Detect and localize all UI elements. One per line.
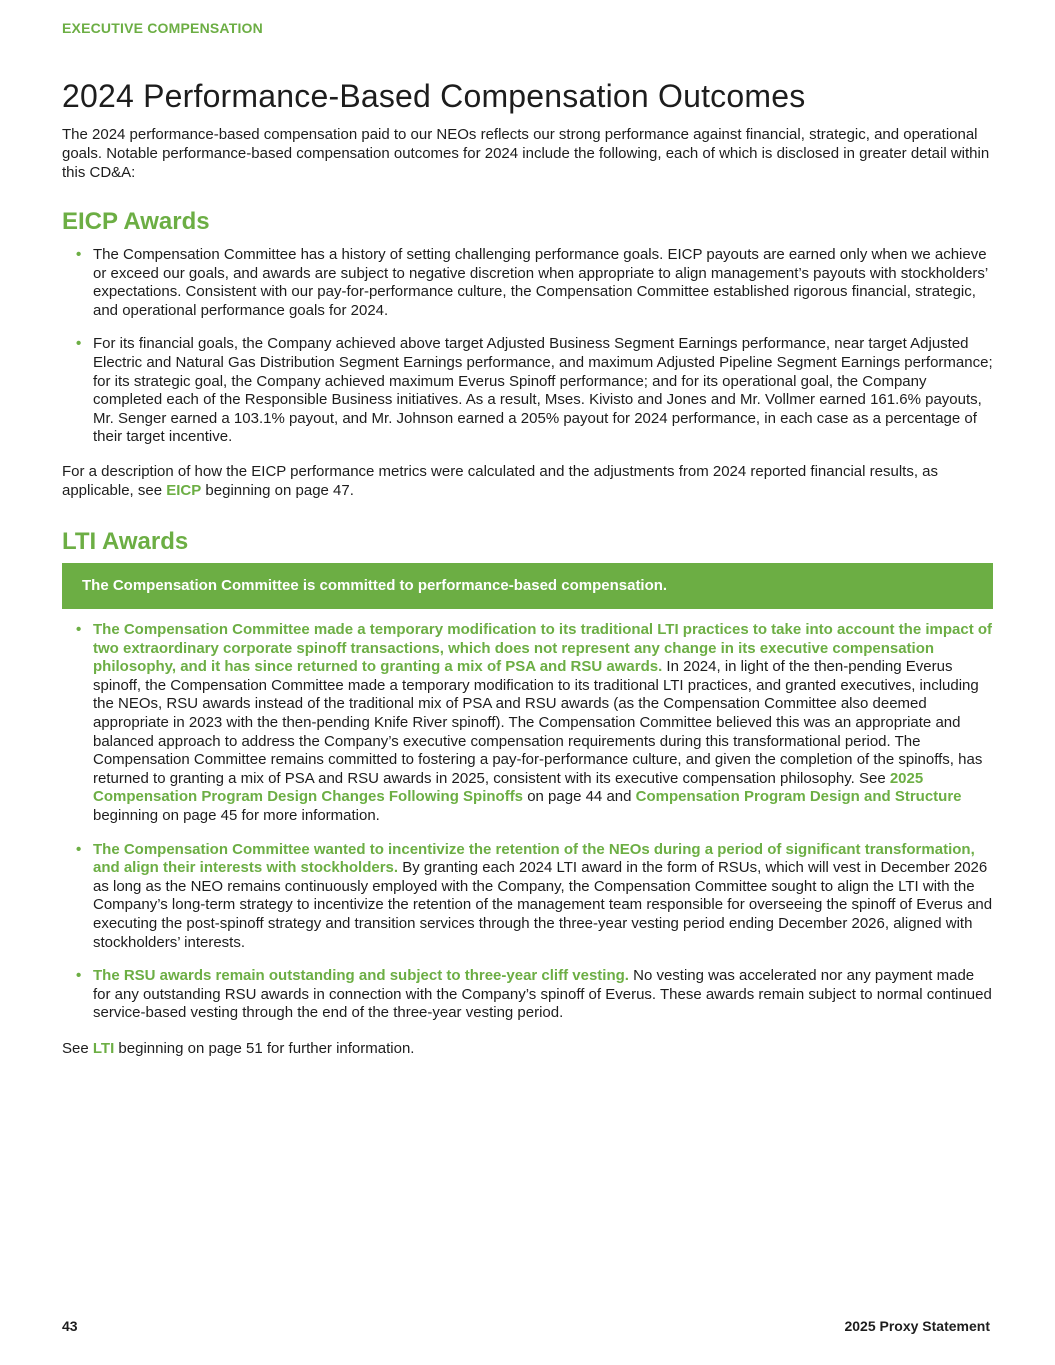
lti-heading: LTI Awards — [62, 528, 189, 555]
lti-note-text: See — [62, 1040, 93, 1057]
lti-link[interactable]: LTI — [92, 1040, 115, 1057]
lti-bullet-lead: The Compensation Committee made a temporary modification to its traditional LTI practices to take into account the impact of two extraordinary corporate spinoff transactions, which does not represent any change in its executive compensation philosophy, and it has since returned to granting a mix of PSA and RSU awards. — [93, 621, 993, 676]
lti-bullet-text-end: beginning on page 45 for more information. — [93, 806, 380, 824]
eicp-bullet-list — [62, 246, 993, 462]
design-structure-link[interactable]: Compensation Program Design and Structure — [635, 788, 962, 806]
design-changes-link[interactable]: 2025 Compensation Program Design Changes Following Spinoffs — [93, 769, 924, 806]
eicp-bullet-text: The Compensation Committee has a history of setting challenging performance goals. EICP payouts are earned only when we achieve or exceed our goals, and awards are subject to negative discretion when appropriate to align management’s payouts with stockholders’ expectations. Consistent with our pay-for-performance culture, the Compensation Committee established rigorous financial, strategic, and operational performance goals for 2024. — [93, 246, 988, 319]
list-item — [62, 967, 993, 1023]
eicp-note-text: For a description of how the EICP performance metrics were calculated and the adjustments from 2024 reported financial results, as applicable, see — [62, 463, 938, 499]
page-number: 43 — [62, 1318, 78, 1334]
eicp-note-text-end: beginning on page 47. — [201, 481, 354, 499]
bullet-icon: • — [76, 246, 82, 263]
intro-paragraph: The 2024 performance-based compensation paid to our NEOs reflects our strong performance against financial, strategic, and operational goals. Notable performance-based compensation outcomes for 2024 include the following, each of which is disclosed in greater detail within this CD&A: — [62, 126, 990, 181]
bullet-icon: • — [76, 967, 82, 985]
bullet-icon: • — [76, 335, 82, 353]
running-header: EXECUTIVE COMPENSATION — [62, 20, 263, 36]
bullet-icon: • — [76, 621, 82, 638]
list-item — [62, 621, 993, 826]
eicp-link[interactable]: EICP — [166, 481, 202, 499]
lti-bullet-text-mid: on page 44 and — [523, 788, 636, 806]
list-item — [62, 335, 993, 447]
eicp-heading: EICP Awards — [62, 208, 210, 235]
lti-note-text-end: beginning on page 51 for further information. — [114, 1040, 415, 1057]
list-item — [62, 841, 993, 953]
eicp-note — [62, 463, 993, 500]
footer-doc-title: 2025 Proxy Statement — [844, 1318, 990, 1334]
page-title: 2024 Performance-Based Compensation Outcomes — [62, 78, 806, 114]
lti-bullet-lead: The Compensation Committee wanted to incentivize the retention of the NEOs during a period of significant transformation, and align their interests with stockholders. — [93, 840, 975, 877]
bullet-icon: • — [76, 840, 82, 858]
lti-bullet-text: No vesting was accelerated nor any payment made for any outstanding RSU awards in connection with the Company’s spinoff of Everus. These awards remain subject to normal continued service-based vesting through the end of the three-year vesting period. — [93, 967, 992, 1022]
eicp-bullet-text: For its financial goals, the Company achieved above target Adjusted Business Segment Earnings performance, near target Adjusted Electric and Natural Gas Distribution Segment Earnings performance, and maximum Adjusted Pipeline Segment Earnings performance; for its strategic goal, the Company achieved maximum Everus Spinoff performance; and for its operational goal, the Company completed each of the Responsible Business initiatives. As a result, Mses. Kivisto and Jones and Mr. Vollmer earned 161.6% payouts, Mr. Senger earned a 103.1% payout, and Mr. Johnson earned a 205% payout for 2024 performance, in each case as a percentage of their target incentive. — [93, 335, 993, 446]
lti-callout-banner: The Compensation Committee is committed to performance-based compensation. — [62, 563, 993, 609]
lti-bullet-text: By granting each 2024 LTI award in the form of RSUs, which will vest in December 2026 as long as the NEO remains continuously employed with the Company, the Compensation Committee sought to align the LTI with the Company’s long-term strategy to incentivize the retention of the management team responsible for overseeing the spinoff of Everus and executing the post-spinoff strategy and transition services through the three-year vesting period ending December 2026, aligned with stockholders’ interests. — [93, 859, 993, 951]
lti-bullet-list — [62, 621, 993, 1038]
lti-bullet-lead: The RSU awards remain outstanding and subject to three-year cliff vesting. — [93, 967, 629, 985]
list-item — [62, 246, 993, 320]
lti-bullet-text: In 2024, in light of the then-pending Everus spinoff, the Compensation Committee made a temporary modification to its traditional LTI practices, and granted executives, including the NEOs, RSU awards instead of the traditional mix of PSA and RSU awards (as the Compensation Committee also deemed appropriate in 2023 with the then-pending Knife River spinoff). The Compensation Committee believed this was an appropriate and balanced approach to address the Company’s executive compensation requirements during this transformational period. The Compensation Committee remains committed to fostering a pay-for-performance culture, and given the completion of the spinoffs, has returned to granting a mix of PSA and RSU awards in 2025, consistent with its executive compensation philosophy. See — [93, 658, 983, 787]
lti-note — [62, 1040, 993, 1059]
